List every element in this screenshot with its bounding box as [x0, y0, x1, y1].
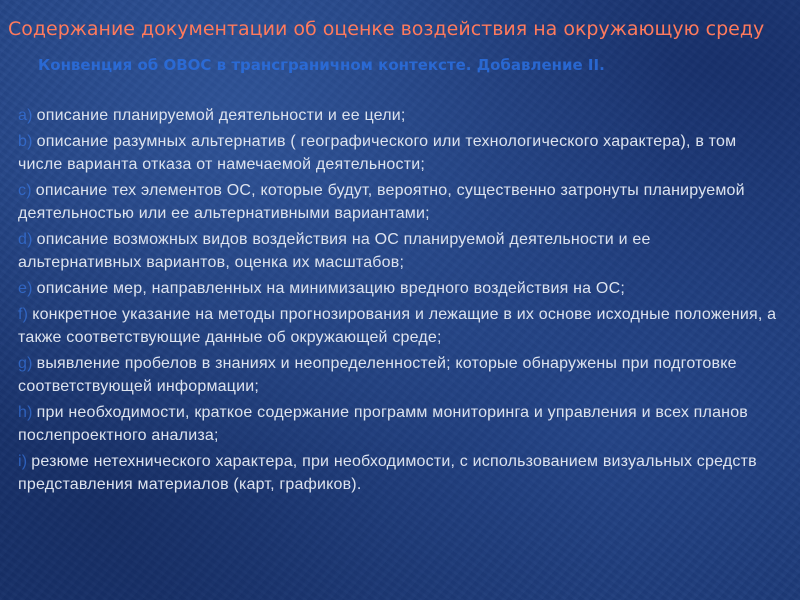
- item-marker: i): [18, 453, 28, 470]
- content-list: [18, 104, 778, 499]
- item-text: описание возможных видов воздействия на ОС планируемой деятельности и ее альтернативных вариантов, оценка их масштабов;: [18, 231, 651, 271]
- item-marker: c): [18, 182, 32, 199]
- item-text: описание разумных альтернатив ( географического или технологического характера), в том числе варианта отказа от намечаемой деятельности;: [18, 133, 737, 173]
- list-item: [18, 130, 778, 176]
- item-marker: h): [18, 404, 33, 421]
- item-text: описание мер, направленных на минимизацию вредного воздействия на ОС;: [36, 280, 625, 297]
- item-text: резюме нетехнического характера, при необходимости, с использованием визуальных средств представления материалов (карт, графиков).: [18, 453, 757, 493]
- list-item: [18, 401, 778, 447]
- item-text: выявление пробелов в знаниях и неопределенностей; которые обнаружены при подготовке соответствующей информации;: [18, 355, 737, 395]
- list-item: [18, 450, 778, 496]
- item-marker: f): [18, 306, 29, 323]
- list-item: [18, 104, 778, 127]
- item-marker: e): [18, 280, 33, 297]
- item-text: конкретное указание на методы прогнозирования и лежащие в их основе исходные положения, а также соответствующие данные об окружающей среде;: [18, 306, 777, 346]
- item-marker: b): [18, 133, 33, 150]
- item-text: описание планируемой деятельности и ее цели;: [36, 107, 406, 124]
- list-item: [18, 179, 778, 225]
- item-text: при необходимости, краткое содержание программ мониторинга и управления и всех планов послепроектного анализа;: [18, 404, 748, 444]
- item-marker: g): [18, 355, 33, 372]
- item-text: описание тех элементов ОС, которые будут, вероятно, существенно затронуты планируемой деятельностью или ее альтернативными вариантами;: [18, 182, 745, 222]
- item-marker: a): [18, 107, 33, 124]
- item-marker: d): [18, 231, 33, 248]
- list-item: [18, 277, 778, 300]
- list-item: [18, 303, 778, 349]
- list-item: [18, 228, 778, 274]
- slide-title: Содержание документации об оценке воздействия на окружающую среду: [8, 18, 765, 40]
- slide-subtitle: Конвенция об ОВОС в трансграничном контексте. Добавление II.: [38, 56, 605, 74]
- list-item: [18, 352, 778, 398]
